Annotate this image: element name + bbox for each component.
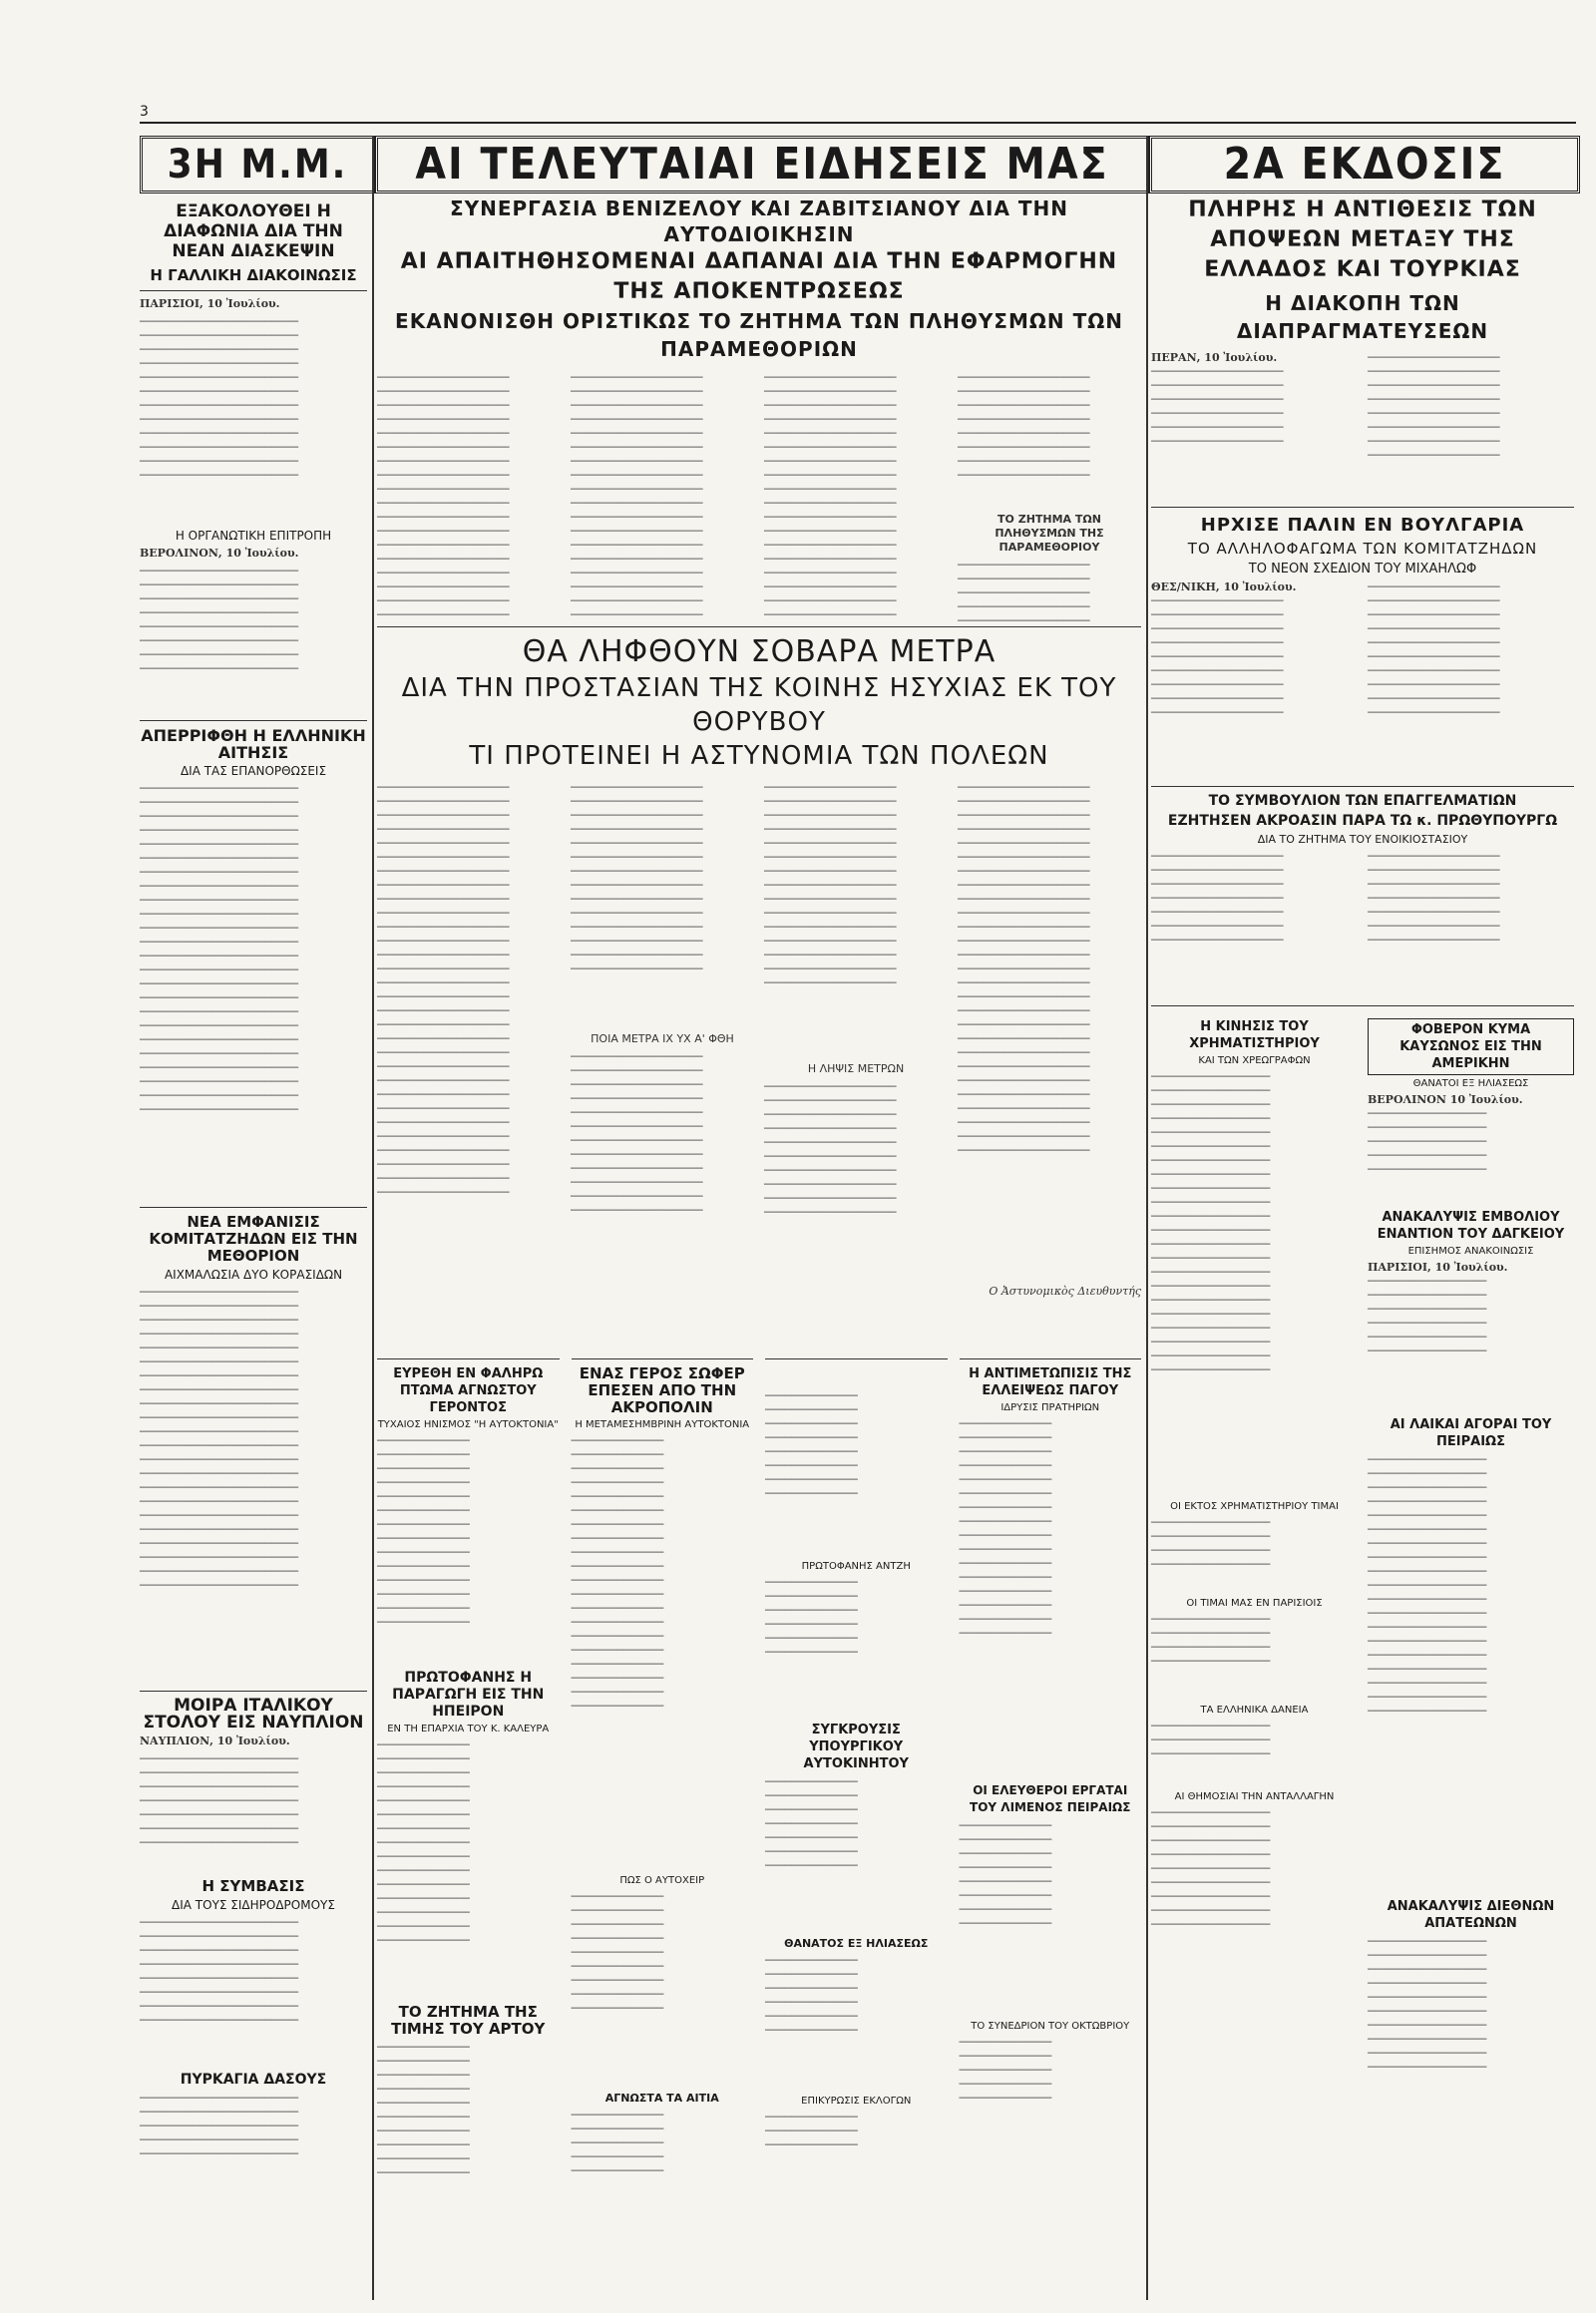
left-subhead-6b: ΔΙΑ ΤΟΥΣ ΣΙΔΗΡΟΔΡΟΜΟΥΣ: [172, 1898, 335, 1912]
right-headline-4: Η ΚΙΝΗΣΙΣ ΤΟΥ ΧΡΗΜΑΤΙΣΤΗΡΙΟΥ: [1189, 1019, 1320, 1051]
left-article-5: ΝΑΥΠΛΙΟΝ, 10 Ἰουλίου. ──────────────────────── ──────────────────────── ──────────────────────── ──────────────────────── ──────────────────────── ──────────────────────── ────────────────────────: [140, 1735, 298, 1849]
masthead-center-text: ΑΙ ΤΕΛΕΥΤΑΙΑΙ ΕΙΔΗΣΕΙΣ ΜΑΣ: [415, 139, 1109, 190]
center-headline-1: ΣΥΝΕΡΓΑΣΙΑ ΒΕΝΙΖΕΛΟΥ ΚΑΙ ΖΑΒΙΤΣΙΑΝΟΥ ΔΙΑ ΤΗΝ ΑΥΤΟΔΙΟΙΚΗΣΙΝ: [449, 196, 1069, 246]
col-a-headline-4: ΕΝ ΤΗ ΕΠΑΡΧΙΑ ΤΟΥ Κ. ΚΑΛΕΥΡΑ: [387, 1724, 550, 1735]
left-article-6: ──────────────────────── ──────────────────────── ──────────────────────── ──────────────────────── ──────────────────────── ──────────────────────── ──────────────────────── ────────────────────────: [140, 1916, 298, 2027]
right-headline-4b: ΚΑΙ ΤΩΝ ΧΡΕΩΓΡΑΦΩΝ: [1198, 1055, 1311, 1066]
col-b-headline-2: Η ΜΕΤΑΜΕΣΗΜΒΡΙΝΗ ΑΥΤΟΚΤΟΝΙΑ: [575, 1419, 750, 1430]
right-headline-4f: ΑΙ ΘΗΜΟΣΙΑΙ ΤΗΝ ΑΝΤΑΛΛΑΓΗΝ: [1174, 1791, 1335, 1802]
col-c-headline-2: ΣΥΓΚΡΟΥΣΙΣ ΥΠΟΥΡΓΙΚΟΥ ΑΥΤΟΚΙΝΗΤΟΥ: [803, 1723, 909, 1771]
dateline: ΒΕΡΟΛΙΝΟΝ 10 Ἰουλίου.: [1368, 1093, 1523, 1106]
col-a-headline-2: ΤΥΧΑΙΟΣ ΗΝΙΣΜΟΣ "Η ΑΥΤΟΚΤΟΝΙΑ": [377, 1419, 559, 1430]
col-d-headline-3: ΟΙ ΕΛΕΥΘΕΡΟΙ ΕΡΓΑΤΑΙ ΤΟΥ ΛΙΜΕΝΟΣ ΠΕΙΡΑΙΩΣ: [970, 1783, 1131, 1814]
right-headline-6: ΑΝΑΚΑΛΥΨΙΣ ΕΜΒΟΛΙΟΥ ΕΝΑΝΤΙΟΝ ΤΟΥ ΔΑΓΚΕΙΟΥ: [1377, 1210, 1565, 1242]
left-headline-1b: Η ΓΑΛΛΙΚΗ ΔΙΑΚΟΙΝΩΣΙΣ: [150, 266, 357, 284]
right-headline-4e: ΤΑ ΕΛΛΗΝΙΚΑ ΔΑΝΕΙΑ: [1200, 1705, 1309, 1716]
col-c-headline-3: ΘΑΝΑΤΟΣ ΕΞ ΗΛΙΑΣΕΩΣ: [784, 1937, 929, 1950]
center-middle: ΘΑ ΛΗΦΘΟΥΝ ΣΟΒΑΡΑ ΜΕΤΡΑ ΔΙΑ ΤΗΝ ΠΡΟΣΤΑΣΙΑΝ ΤΗΣ ΚΟΙΝΗΣ ΗΣΥΧΙΑΣ ΕΚ ΤΟΥ ΘΟΡΥΒΟΥ ΤΙ ΠΡΟΤΕΙΝΕΙ Η ΑΣΤΥΝΟΜΙΑ ΤΩΝ ΠΟΛΕΩΝ ──────────────────── ──────────────────── ──────────────────── ──────────────────── ──────────────────── ──────────────────── ──────────────────── ──────────────────── ──────────────────── ──────────────────── ──────────────────── ──────────────────── ──────────────────── ──────────────────── ──────────────────── ──────────────────── ──────────────────── ──────────────────── ──────────────────── ──────────────────── ──────────────────── ──────────────────── ──────────────────── ──────────────────── ──────────────────── ──────────────────── ──────────────────── ──────────────────── ──────────────────── ──────────────────── ──────────────────── ──────────────────── ──────────────────── ──────────────────── ──────────────────── ──────────────────── ──────────────────── ──────────────────── ──────────────────── ──────────────────── ──────────────────── ──────────────────── ──────────────────── ──────────────────── ΠΟΙΑ ΜΕΤΡΑ ΙΧ ΥΧ Α' ΦΘΗ ──────────────────── ──────────────────── ──────────────────── ──────────────────── ──────────────────── ──────────────────── ──────────────────── ──────────────────── ──────────────────── ──────────────────── ──────────────────── ──────────────────── ──────────────────── ──────────────────── ──────────────────── ──────────────────── ──────────────────── ──────────────────── ──────────────────── ──────────────────── ──────────────────── ──────────────────── ──────────────────── ──────────────────── ──────────────────── ──────────────────── ──────────────────── Η ΛΗΨΙΣ ΜΕΤΡΩΝ ──────────────────── ──────────────────── ──────────────────── ──────────────────── ──────────────────── ──────────────────── ──────────────────── ──────────────────── ──────────────────── ──────────────────── ──────────────────── ──────────────────── ──────────────────── ──────────────────── ──────────────────── ──────────────────── ──────────────────── ──────────────────── ──────────────────── ──────────────────── ──────────────────── ──────────────────── ──────────────────── ──────────────────── ──────────────────── ──────────────────── ──────────────────── ──────────────────── ──────────────────── ──────────────────── ──────────────────── ──────────────────── ──────────────────── ──────────────────── ──────────────────── ──────────────────── ──────────────────── Ο Ἀστυνομικὸς Διευθυντής: [377, 620, 1141, 1349]
left-headline-3: ΑΠΕΡΡΙΦΘΗ Η ΕΛΛΗΝΙΚΗ ΑΙΤΗΣΙΣ: [141, 726, 366, 762]
left-headline-7: ΠΥΡΚΑΓΙΑ ΔΑΣΟΥΣ: [180, 2072, 327, 2088]
right-headline-6b: ΕΠΙΣΗΜΟΣ ΑΝΑΚΟΙΝΩΣΙΣ: [1407, 1246, 1534, 1257]
right-headline-7: ΑΙ ΛΑΙΚΑΙ ΑΓΟΡΑΙ ΤΟΥ ΠΕΙΡΑΙΩΣ: [1390, 1417, 1552, 1449]
center-bottom-col-d: Η ΑΝΤΙΜΕΤΩΠΙΣΙΣ ΤΗΣ ΕΛΛΕΙΨΕΩΣ ΠΑΓΟΥ ΙΔΡΥΣΙΣ ΠΡΑΤΗΡΙΩΝ ────────────── ────────────── ────────────── ────────────── ────────────── ────────────── ────────────── ────────────── ────────────── ────────────── ────────────── ────────────── ────────────── ────────────── ────────────── ────────────── ΟΙ ΕΛΕΥΘΕΡΟΙ ΕΡΓΑΤΑΙ ΤΟΥ ΛΙΜΕΝΟΣ ΠΕΙΡΑΙΩΣ ────────────── ────────────── ────────────── ────────────── ────────────── ────────────── ────────────── ────────────── ΤΟ ΣΥΝΕΔΡΙΟΝ ΤΟΥ ΟΚΤΩΒΡΙΟΥ ────────────── ────────────── ────────────── ────────────── ──────────────: [960, 1352, 1142, 2300]
masthead-right-text: 2Α ΕΚΔΟΣΙΣ: [1223, 139, 1506, 190]
right-headline-2: ΗΡΧΙΣΕ ΠΑΛΙΝ ΕΝ ΒΟΥΛΓΑΡΙΑ: [1200, 515, 1525, 536]
left-article-4: ──────────────────────── ──────────────────────── ──────────────────────── ──────────────────────── ──────────────────────── ──────────────────────── ──────────────────────── ──────────────────────── ──────────────────────── ──────────────────────── ──────────────────────── ──────────────────────── ──────────────────────── ──────────────────────── ──────────────────────── ──────────────────────── ──────────────────────── ──────────────────────── ──────────────────────── ──────────────────────── ──────────────────────── ────────────────────────: [140, 1286, 298, 1592]
col-a-headline-5: ΤΟ ΖΗΤΗΜΑ ΤΗΣ ΤΙΜΗΣ ΤΟΥ ΑΡΤΟΥ: [391, 2003, 546, 2038]
right-headline-3b: ΕΖΗΤΗΣΕΝ ΑΚΡΟΑΣΙΝ ΠΑΡΑ ΤΩ κ. ΠΡΩΘΥΠΟΥΡΓΩ: [1167, 813, 1558, 829]
right-headline-8: ΑΝΑΚΑΛΥΨΙΣ ΔΙΕΘΝΩΝ ΑΠΑΤΕΩΝΩΝ: [1387, 1899, 1555, 1931]
right-column: ΠΛΗΡΗΣ Η ΑΝΤΙΘΕΣΙΣ ΤΩΝ ΑΠΟΨΕΩΝ ΜΕΤΑΞΥ ΤΗΣ ΕΛΛΑΔΟΣ ΚΑΙ ΤΟΥΡΚΙΑΣ Η ΔΙΑΚΟΠΗ ΤΩΝ ΔΙΑΠΡΑΓΜΑΤΕΥΣΕΩΝ ΠΕΡΑΝ, 10 Ἰουλίου. ──────────────────── ──────────────────── ──────────────────── ──────────────────── ──────────────────── ──────────────────── ──────────────────── ──────────────────── ──────────────────── ──────────────────── ──────────────────── ──────────────────── ──────────────────── ──────────────────── ΗΡΧΙΣΕ ΠΑΛΙΝ ΕΝ ΒΟΥΛΓΑΡΙΑ ΤΟ ΑΛΛΗΛΟΦΑΓΩΜΑ ΤΩΝ ΚΟΜΙΤΑΤΖΗΔΩΝ ΤΟ ΝΕΟΝ ΣΧΕΔΙΟΝ ΤΟΥ ΜΙΧΑΗΛΩΦ ΘΕΣ/ΝΙΚΗ, 10 Ἰουλίου. ──────────────────── ──────────────────── ──────────────────── ──────────────────── ──────────────────── ──────────────────── ──────────────────── ──────────────────── ──────────────────── ──────────────────── ──────────────────── ──────────────────── ──────────────────── ──────────────────── ──────────────────── ──────────────────── ──────────────────── ──────────────────── ──────────────────── ΤΟ ΣΥΜΒΟΥΛΙΟΝ ΤΩΝ ΕΠΑΓΓΕΛΜΑΤΙΩΝ ΕΖΗΤΗΣΕΝ ΑΚΡΟΑΣΙΝ ΠΑΡΑ ΤΩ κ. ΠΡΩΘΥΠΟΥΡΓΩ ΔΙΑ ΤΟ ΖΗΤΗΜΑ ΤΟΥ ΕΝΟΙΚΙΟΣΤΑΣΙΟΥ ──────────────────── ──────────────────── ──────────────────── ──────────────────── ──────────────────── ──────────────────── ──────────────────── ──────────────────── ──────────────────── ──────────────────── ──────────────────── ──────────────────── ──────────────────── ──────────────────── Η ΚΙΝΗΣΙΣ ΤΟΥ ΧΡΗΜΑΤΙΣΤΗΡΙΟΥ ΚΑΙ ΤΩΝ ΧΡΕΩΓΡΑΦΩΝ ────────────────── ────────────────── ────────────────── ────────────────── ────────────────── ────────────────── ────────────────── ────────────────── ────────────────── ────────────────── ────────────────── ────────────────── ────────────────── ────────────────── ────────────────── ────────────────── ────────────────── ────────────────── ────────────────── ────────────────── ────────────────── ────────────────── ΟΙ ΕΚΤΟΣ ΧΡΗΜΑΤΙΣΤΗΡΙΟΥ ΤΙΜΑΙ ────────────────── ────────────────── ────────────────── ────────────────── ΟΙ ΤΙΜΑΙ ΜΑΣ ΕΝ ΠΑΡΙΣΙΟΙΣ ────────────────── ────────────────── ────────────────── ────────────────── ΤΑ ΕΛΛΗΝΙΚΑ ΔΑΝΕΙΑ ────────────────── ────────────────── ────────────────── ΑΙ ΘΗΜΟΣΙΑΙ ΤΗΝ ΑΝΤΑΛΛΑΓΗΝ ────────────────── ────────────────── ────────────────── ────────────────── ────────────────── ────────────────── ────────────────── ────────────────── ────────────────── ΦΟΒΕΡΟΝ ΚΥΜΑ ΚΑΥΣΩΝΟΣ ΕΙΣ ΤΗΝ ΑΜΕΡΙΚΗΝ ΘΑΝΑΤΟΙ ΕΞ ΗΛΙΑΣΕΩΣ ΒΕΡΟΛΙΝΟΝ 10 Ἰουλίου. ────────────────── ────────────────── ────────────────── ────────────────── ────────────────── ΑΝΑΚΑΛΥΨΙΣ ΕΜΒΟΛΙΟΥ ΕΝΑΝΤΙΟΝ ΤΟΥ ΔΑΓΚΕΙΟΥ ΕΠΙΣΗΜΟΣ ΑΝΑΚΟΙΝΩΣΙΣ ΠΑΡΙΣΙΟΙ, 10 Ἰουλίου. ────────────────── ────────────────── ────────────────── ────────────────── ────────────────── ────────────────── ΑΙ ΛΑΙΚΑΙ ΑΓΟΡΑΙ ΤΟΥ ΠΕΙΡΑΙΩΣ ────────────────── ────────────────── ────────────────── ────────────────── ────────────────── ────────────────── ────────────────── ────────────────── ────────────────── ────────────────── ────────────────── ────────────────── ────────────────── ────────────────── ────────────────── ────────────────── ────────────────── ────────────────── ────────────────── ΑΝΑΚΑΛΥΨΙΣ ΔΙΕΘΝΩΝ ΑΠΑΤΕΩΝΩΝ ────────────────── ────────────────── ────────────────── ────────────────── ────────────────── ────────────────── ────────────────── ────────────────── ────────────────── ──────────────────: [1151, 195, 1574, 2300]
right-headline-5b: ΘΑΝΑΤΟΙ ΕΞ ΗΛΙΑΣΕΩΣ: [1412, 1078, 1529, 1089]
left-article-1: ΠΑΡΙΣΙΟΙ, 10 Ἰουλίου. ──────────────────────── ──────────────────────── ──────────────────────── ──────────────────────── ──────────────────────── ──────────────────────── ──────────────────────── ──────────────────────── ──────────────────────── ──────────────────────── ──────────────────────── ────────────────────────: [140, 297, 298, 482]
center-bottom-col-c: ────────────── ────────────── ────────────── ────────────── ────────────── ────────────── ────────────── ────────────── ΠΡΩΤΟΦΑΝΗΣ ΑΝΤΖΗ ────────────── ────────────── ────────────── ────────────── ────────────── ────────────── ΣΥΓΚΡΟΥΣΙΣ ΥΠΟΥΡΓΙΚΟΥ ΑΥΤΟΚΙΝΗΤΟΥ ────────────── ────────────── ────────────── ────────────── ────────────── ────────────── ────────────── ΘΑΝΑΤΟΣ ΕΞ ΗΛΙΑΣΕΩΣ ────────────── ────────────── ────────────── ────────────── ────────────── ────────────── ΕΠΙΚΥΡΩΣΙΣ ΕΚΛΟΓΩΝ ────────────── ────────────── ──────────────: [765, 1352, 948, 2300]
dateline: ΠΕΡΑΝ, 10 Ἰουλίου.: [1151, 351, 1278, 364]
col-d-headline-2: ΙΔΡΥΣΙΣ ΠΡΑΤΗΡΙΩΝ: [1000, 1402, 1100, 1413]
right-headline-4c: ΟΙ ΕΚΤΟΣ ΧΡΗΜΑΤΙΣΤΗΡΙΟΥ ΤΙΜΑΙ: [1170, 1501, 1339, 1512]
left-headline-1: ΕΞΑΚΟΛΟΥΘΕΙ Η ΔΙΑΦΩΝΙΑ ΔΙΑ ΤΗΝ ΝΕΑΝ ΔΙΑΣΚΕΨΙΝ: [164, 201, 343, 261]
col-a-headline-3: ΠΡΩΤΟΦΑΝΗΣ Η ΠΑΡΑΓΩΓΗ ΕΙΣ ΤΗΝ ΗΠΕΙΡΟΝ: [392, 1670, 545, 1720]
dateline: ΘΕΣ/ΝΙΚΗ, 10 Ἰουλίου.: [1151, 580, 1297, 593]
left-headline-4: ΝΕΑ ΕΜΦΑΝΙΣΙΣ ΚΟΜΙΤΑΤΖΗΔΩΝ ΕΙΣ ΤΗΝ ΜΕΘΟΡΙΟΝ: [149, 1213, 358, 1265]
column-rule: [1146, 136, 1148, 2300]
column-rule: [372, 136, 374, 2300]
center-mid-headline-1: ΘΑ ΛΗΦΘΟΥΝ ΣΟΒΑΡΑ ΜΕΤΡΑ: [522, 634, 997, 669]
masthead-left-text: 3Η Μ.Μ.: [167, 142, 348, 188]
left-subhead-4b: ΑΙΧΜΑΛΩΣΙΑ ΔΥΟ ΚΟΡΑΣΙΔΩΝ: [164, 1268, 343, 1282]
right-headline-2b: ΤΟ ΑΛΛΗΛΟΦΑΓΩΜΑ ΤΩΝ ΚΟΜΙΤΑΤΖΗΔΩΝ: [1187, 540, 1538, 558]
masthead-right: [1149, 136, 1580, 193]
right-headline-2c: ΤΟ ΝΕΟΝ ΣΧΕΔΙΟΝ ΤΟΥ ΜΙΧΑΗΛΩΦ: [1248, 562, 1477, 577]
page-number: 3: [140, 104, 149, 120]
left-headline-5: ΜΟΙΡΑ ΙΤΑΛΙΚΟΥ ΣΤΟΛΟΥ ΕΙΣ ΝΑΥΠΛΙΟΝ: [143, 1696, 364, 1733]
center-headline-3: ΕΚΑΝΟΝΙΣΘΗ ΟΡΙΣΤΙΚΩΣ ΤΟ ΖΗΤΗΜΑ ΤΩΝ ΠΛΗΘΥΣΜΩΝ ΤΩΝ ΠΑΡΑΜΕΘΟΡΙΩΝ: [395, 309, 1123, 361]
left-subhead-3b: ΔΙΑ ΤΑΣ ΕΠΑΝΟΡΘΩΣΕΙΣ: [180, 764, 327, 778]
col-c-headline-4: ΕΠΙΚΥΡΩΣΙΣ ΕΚΛΟΓΩΝ: [801, 2096, 912, 2107]
center-top: ΣΥΝΕΡΓΑΣΙΑ ΒΕΝΙΖΕΛΟΥ ΚΑΙ ΖΑΒΙΤΣΙΑΝΟΥ ΔΙΑ ΤΗΝ ΑΥΤΟΔΙΟΙΚΗΣΙΝ ΑΙ ΑΠΑΙΤΗΘΗΣΟΜΕΝΑΙ ΔΑΠΑΝΑΙ ΔΙΑ ΤΗΝ ΕΦΑΡΜΟΓΗΝ ΤΗΣ ΑΠΟΚΕΝΤΡΩΣΕΩΣ ΕΚΑΝΟΝΙΣΘΗ ΟΡΙΣΤΙΚΩΣ ΤΟ ΖΗΤΗΜΑ ΤΩΝ ΠΛΗΘΥΣΜΩΝ ΤΩΝ ΠΑΡΑΜΕΘΟΡΙΩΝ ──────────────────── ──────────────────── ──────────────────── ──────────────────── ──────────────────── ──────────────────── ──────────────────── ──────────────────── ──────────────────── ──────────────────── ──────────────────── ──────────────────── ──────────────────── ──────────────────── ──────────────────── ──────────────────── ──────────────────── ──────────────────── ──────────────────── ──────────────────── ──────────────────── ──────────────────── ──────────────────── ──────────────────── ──────────────────── ──────────────────── ──────────────────── ──────────────────── ──────────────────── ──────────────────── ──────────────────── ──────────────────── ──────────────────── ──────────────────── ──────────────────── ──────────────────── ──────────────────── ──────────────────── ──────────────────── ──────────────────── ──────────────────── ──────────────────── ──────────────────── ──────────────────── ──────────────────── ──────────────────── ──────────────────── ──────────────────── ──────────────────── ──────────────────── ──────────────────── ──────────────────── ──────────────────── ──────────────────── ──────────────────── ──────────────────── ──────────────────── ──────────────────── ──────────────────── ──────────────────── ──────────────────── ──────────────────── ΤΟ ΖΗΤΗΜΑ ΤΩΝ ΠΛΗΘΥΣΜΩΝ ΤΗΣ ΠΑΡΑΜΕΘΟΡΙΟΥ ──────────────────── ──────────────────── ──────────────────── ──────────────────── ────────────────────: [377, 195, 1141, 614]
col-c-headline-1: ΠΡΩΤΟΦΑΝΗΣ ΑΝΤΖΗ: [801, 1561, 911, 1572]
masthead-left: [140, 136, 375, 193]
right-headline-4d: ΟΙ ΤΙΜΑΙ ΜΑΣ ΕΝ ΠΑΡΙΣΙΟΙΣ: [1186, 1598, 1323, 1609]
col-d-headline-1: Η ΑΝΤΙΜΕΤΩΠΙΣΙΣ ΤΗΣ ΕΛΛΕΙΨΕΩΣ ΠΑΓΟΥ: [969, 1366, 1132, 1398]
right-headline-5: ΦΟΒΕΡΟΝ ΚΥΜΑ ΚΑΥΣΩΝΟΣ ΕΙΣ ΤΗΝ ΑΜΕΡΙΚΗΝ: [1368, 1018, 1574, 1075]
masthead-center: [375, 136, 1149, 193]
center-bottom-col-a: ΕΥΡΕΘΗ ΕΝ ΦΑΛΗΡΩ ΠΤΩΜΑ ΑΓΝΩΣΤΟΥ ΓΕΡΟΝΤΟΣ ΤΥΧΑΙΟΣ ΗΝΙΣΜΟΣ "Η ΑΥΤΟΚΤΟΝΙΑ" ────────────── ────────────── ────────────── ────────────── ────────────── ────────────── ────────────── ────────────── ────────────── ────────────── ────────────── ────────────── ────────────── ────────────── ΠΡΩΤΟΦΑΝΗΣ Η ΠΑΡΑΓΩΓΗ ΕΙΣ ΤΗΝ ΗΠΕΙΡΟΝ ΕΝ ΤΗ ΕΠΑΡΧΙΑ ΤΟΥ Κ. ΚΑΛΕΥΡΑ ────────────── ────────────── ────────────── ────────────── ────────────── ────────────── ────────────── ────────────── ────────────── ────────────── ────────────── ────────────── ────────────── ────────────── ────────────── ΤΟ ΖΗΤΗΜΑ ΤΗΣ ΤΙΜΗΣ ΤΟΥ ΑΡΤΟΥ ────────────── ────────────── ────────────── ────────────── ────────────── ────────────── ────────────── ────────────── ────────────── ──────────────: [377, 1352, 560, 2300]
dateline: ΠΑΡΙΣΙΟΙ, 10 Ἰουλίου.: [140, 297, 280, 310]
center-mid-subhead-1: ΠΟΙΑ ΜΕΤΡΑ ΙΧ ΥΧ Α' ΦΘΗ: [591, 1032, 734, 1045]
left-headline-6: Η ΣΥΜΒΑΣΙΣ: [201, 1877, 305, 1895]
center-mid-headline-3: ΤΙ ΠΡΟΤΕΙΝΕΙ Η ΑΣΤΥΝΟΜΙΑ ΤΩΝ ΠΟΛΕΩΝ: [469, 741, 1049, 771]
center-mid-headline-2: ΔΙΑ ΤΗΝ ΠΡΟΣΤΑΣΙΑΝ ΤΗΣ ΚΟΙΝΗΣ ΗΣΥΧΙΑΣ ΕΚ ΤΟΥ ΘΟΡΥΒΟΥ: [401, 673, 1117, 737]
right-headline-1: ΠΛΗΡΗΣ Η ΑΝΤΙΘΕΣΙΣ ΤΩΝ ΑΠΟΨΕΩΝ ΜΕΤΑΞΥ ΤΗΣ ΕΛΛΑΔΟΣ ΚΑΙ ΤΟΥΡΚΙΑΣ: [1188, 197, 1537, 282]
col-b-headline-3: ΠΩΣ Ο ΑΥΤΟΧΕΙΡ: [619, 1875, 705, 1886]
center-headline-2: ΑΙ ΑΠΑΙΤΗΘΗΣΟΜΕΝΑΙ ΔΑΠΑΝΑΙ ΔΙΑ ΤΗΝ ΕΦΑΡΜΟΓΗΝ ΤΗΣ ΑΠΟΚΕΝΤΡΩΣΕΩΣ: [400, 249, 1118, 304]
col-b-headline-1: ΕΝΑΣ ΓΕΡΟΣ ΣΩΦΕΡ ΕΠΕΣΕΝ ΑΠΟ ΤΗΝ ΑΚΡΟΠΟΛΙΝ: [579, 1364, 745, 1416]
right-headline-3c: ΔΙΑ ΤΟ ΖΗΤΗΜΑ ΤΟΥ ΕΝΟΙΚΙΟΣΤΑΣΙΟΥ: [1257, 833, 1468, 846]
col-b-headline-4: ΑΓΝΩΣΤΑ ΤΑ ΑΙΤΙΑ: [604, 2092, 719, 2105]
dateline: ΒΕΡΟΛΙΝΟΝ, 10 Ἰουλίου.: [140, 547, 299, 560]
left-column: [140, 195, 367, 2300]
col-d-headline-4: ΤΟ ΣΥΝΕΔΡΙΟΝ ΤΟΥ ΟΚΤΩΒΡΙΟΥ: [971, 2021, 1130, 2032]
left-subhead-2: Η ΟΡΓΑΝΩΤΙΚΗ ΕΠΙΤΡΟΠΗ: [175, 529, 332, 543]
left-article-2: ΒΕΡΟΛΙΝΟΝ, 10 Ἰουλίου. ──────────────────────── ──────────────────────── ──────────────────────── ──────────────────────── ──────────────────────── ──────────────────────── ──────────────────────── ────────────────────────: [140, 547, 299, 675]
dateline: ΝΑΥΠΛΙΟΝ, 10 Ἰουλίου.: [140, 1735, 290, 1747]
center-bottom: [377, 1352, 1141, 2300]
left-article-3: ──────────────────────── ──────────────────────── ──────────────────────── ──────────────────────── ──────────────────────── ──────────────────────── ──────────────────────── ──────────────────────── ──────────────────────── ──────────────────────── ──────────────────────── ──────────────────────── ──────────────────────── ──────────────────────── ──────────────────────── ──────────────────────── ──────────────────────── ──────────────────────── ──────────────────────── ──────────────────────── ──────────────────────── ──────────────────────── ──────────────────────── ────────────────────────: [140, 782, 298, 1116]
center-bottom-col-b: ΕΝΑΣ ΓΕΡΟΣ ΣΩΦΕΡ ΕΠΕΣΕΝ ΑΠΟ ΤΗΝ ΑΚΡΟΠΟΛΙΝ Η ΜΕΤΑΜΕΣΗΜΒΡΙΝΗ ΑΥΤΟΚΤΟΝΙΑ ────────────── ────────────── ────────────── ────────────── ────────────── ────────────── ────────────── ────────────── ────────────── ────────────── ────────────── ────────────── ────────────── ────────────── ────────────── ────────────── ────────────── ────────────── ────────────── ────────────── ΠΩΣ Ο ΑΥΤΟΧΕΙΡ ────────────── ────────────── ────────────── ────────────── ────────────── ────────────── ────────────── ────────────── ────────────── ΑΓΝΩΣΤΑ ΤΑ ΑΙΤΙΑ ────────────── ────────────── ────────────── ────────────── ──────────────: [572, 1352, 754, 2300]
col-a-headline-1: ΕΥΡΕΘΗ ΕΝ ΦΑΛΗΡΩ ΠΤΩΜΑ ΑΓΝΩΣΤΟΥ ΓΕΡΟΝΤΟΣ: [393, 1366, 544, 1415]
left-article-7: ──────────────────────── ──────────────────────── ──────────────────────── ──────────────────────── ────────────────────────: [140, 2092, 298, 2160]
right-headline-3: ΤΟ ΣΥΜΒΟΥΛΙΟΝ ΤΩΝ ΕΠΑΓΓΕΛΜΑΤΙΩΝ: [1208, 793, 1517, 809]
right-headline-1b: Η ΔΙΑΚΟΠΗ ΤΩΝ ΔΙΑΠΡΑΓΜΑΤΕΥΣΕΩΝ: [1236, 291, 1489, 343]
dateline: ΠΑΡΙΣΙΟΙ, 10 Ἰουλίου.: [1368, 1261, 1508, 1274]
signature: Ο Ἀστυνομικὸς Διευθυντής: [989, 1285, 1141, 1298]
top-rule: [140, 122, 1576, 124]
center-subhead: ΤΟ ΖΗΤΗΜΑ ΤΩΝ ΠΛΗΘΥΣΜΩΝ ΤΗΣ ΠΑΡΑΜΕΘΟΡΙΟΥ: [995, 513, 1104, 554]
center-mid-subhead-2: Η ΛΗΨΙΣ ΜΕΤΡΩΝ: [807, 1062, 905, 1075]
